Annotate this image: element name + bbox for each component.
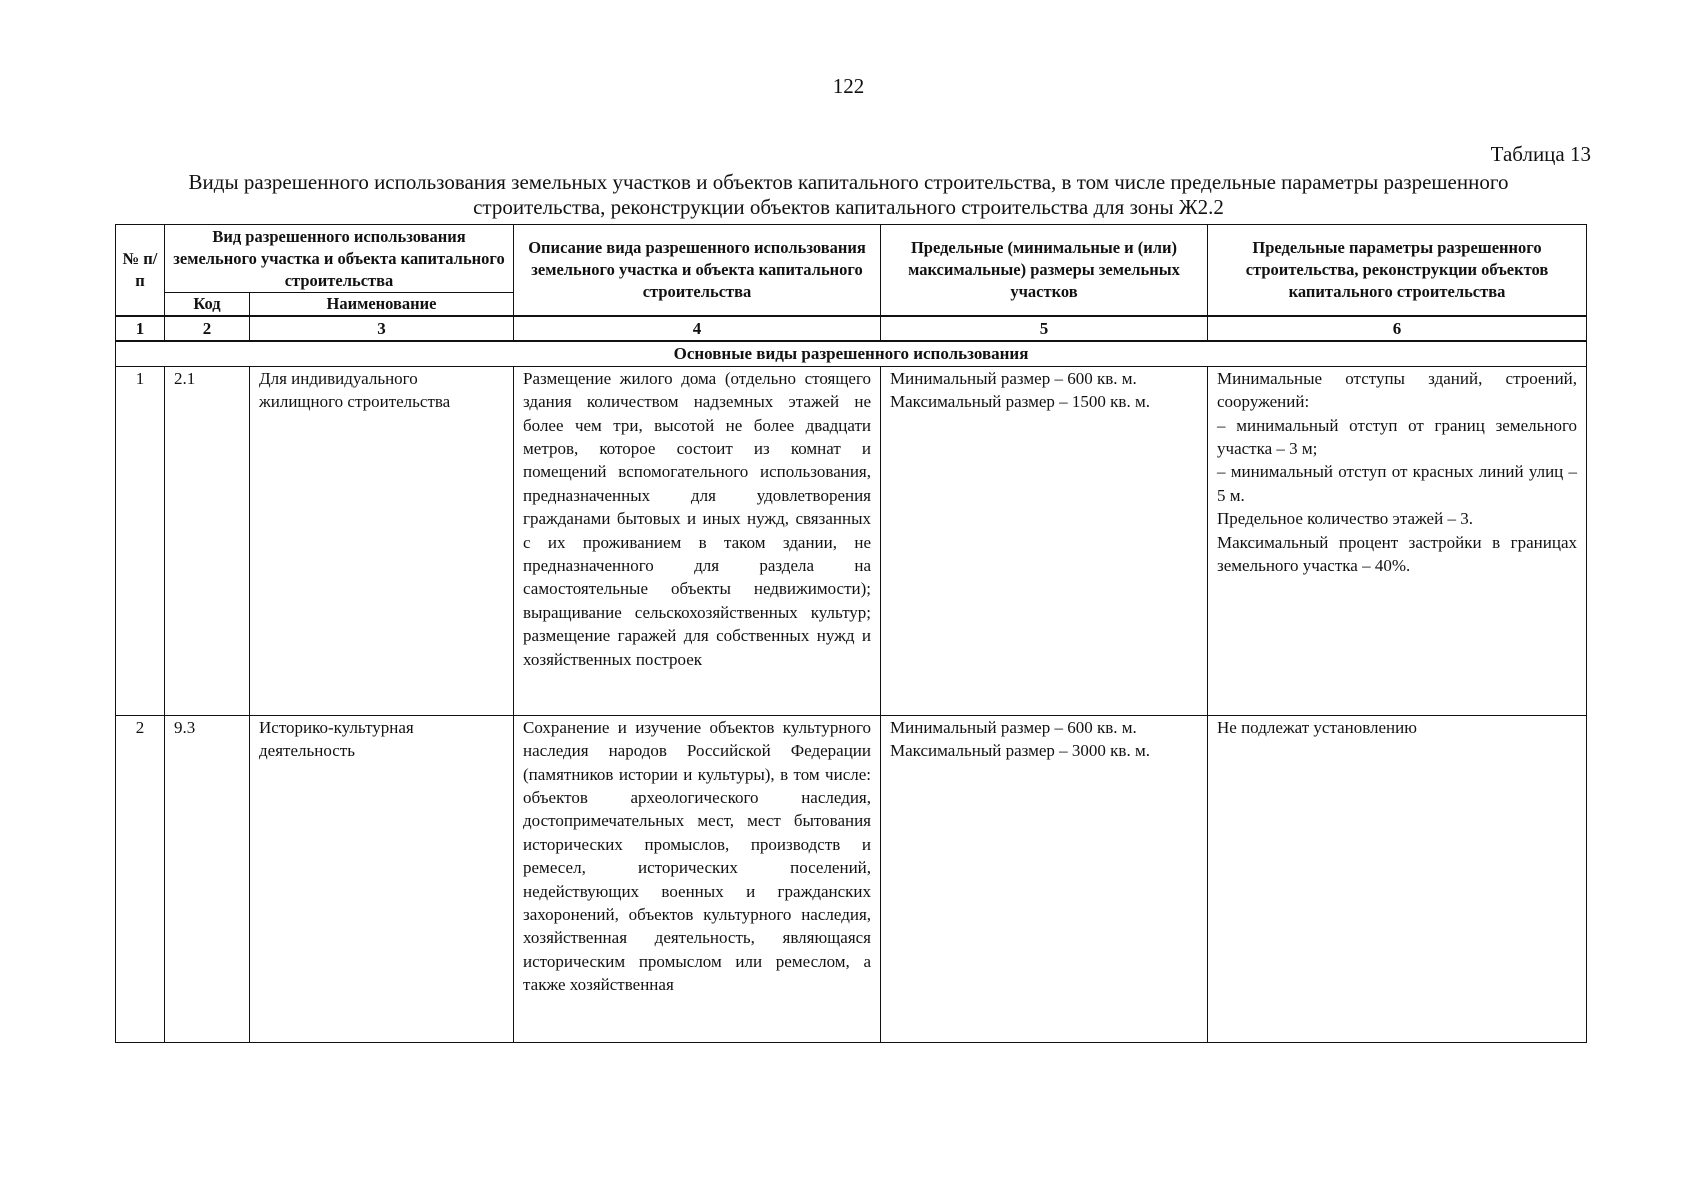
row-sizes (881, 715, 1208, 1042)
header-use-kind: Вид разрешенного использования земельного участка и объекта капитального строительства (165, 225, 514, 293)
row-params (1208, 366, 1587, 715)
header-description: Описание вида разрешенного использования земельного участка и объекта капитального строительства (514, 225, 881, 317)
table-row (116, 366, 1587, 715)
row-code: 2.1 (165, 366, 250, 715)
table-row (116, 715, 1587, 1042)
header-num: № п/п (116, 225, 165, 317)
size-line: Максимальный размер – 3000 кв. м. (890, 741, 1150, 761)
row-description: Размещение жилого дома (отдельно стоящего здания количеством надземных этажей не более чем три, высотой не более двадцати метров, которое состоит из комнат и помещений вспомогательного использования, предназначенных для удовлетворения гражданами бытовых и иных нужд, связанных с их проживанием в таком здании, не предназначенного для раздела на самостоятельные объекты недвижимости); выращивание сельскохозяйственных культур; размещение гаражей для собственных нужд и хозяйственных построек (514, 366, 881, 715)
row-params (1208, 715, 1587, 1042)
row-number: 1 (116, 366, 165, 715)
column-number: 5 (881, 316, 1208, 341)
table-header (116, 225, 1587, 317)
page-number: 122 (832, 74, 865, 98)
column-number: 4 (514, 316, 881, 341)
header-params: Предельные параметры разрешенного строительства, реконструкции объектов капитального строительства (1208, 225, 1587, 317)
row-number: 2 (116, 715, 165, 1042)
column-number: 6 (1208, 316, 1587, 341)
row-description-cell (514, 715, 881, 1042)
section-row (116, 341, 1587, 366)
header-name: Наименование (250, 293, 514, 317)
row-name: Для индивидуального жилищного строительства (250, 366, 514, 715)
param-line: Минимальные отступы зданий, строений, сооружений: (1217, 368, 1578, 412)
column-numbering-row (116, 316, 1587, 341)
param-line: Максимальный процент застройки в границах земельного участка – 40%. (1217, 532, 1578, 576)
column-number: 3 (250, 316, 514, 341)
table-label: Таблица 13 (1490, 142, 1591, 166)
row-code: 9.3 (165, 715, 250, 1042)
header-code: Код (165, 293, 250, 317)
param-line: – минимальный отступ от красных линий улиц – 5 м. (1217, 462, 1578, 505)
param-line: Предельное количество этажей – 3. (1217, 509, 1473, 529)
table-caption: Виды разрешенного использования земельных участков и объектов капитального строительства, в том числе предельные параметры разрешенного строительства, реконструкции объектов капитального строительства для зоны Ж2.2 (188, 170, 1509, 219)
column-number: 1 (116, 316, 165, 341)
column-number: 2 (165, 316, 250, 341)
row-description: Сохранение и изучение объектов культурного наследия народов Российской Федерации (памятников истории и культуры), в том числе: объектов археологического наследия, достопримечательных мест, мест бытования исторических промыслов, производств и ремесел, исторических поселений, недействующих военных и гражданских захоронений, объектов культурного наследия, хозяйственная деятельность, являющаяся историческим промыслом или ремеслом, а также хозяйственная (523, 717, 872, 995)
param-line: Не подлежат установлению (1217, 717, 1417, 737)
section-title: Основные виды разрешенного использования (116, 341, 1587, 366)
size-line: Минимальный размер – 600 кв. м. (890, 368, 1137, 388)
size-line: Максимальный размер – 1500 кв. м. (890, 392, 1150, 412)
param-line: – минимальный отступ от границ земельного участка – 3 м; (1217, 415, 1578, 459)
zoning-table (115, 224, 1587, 1043)
row-sizes (881, 366, 1208, 715)
header-sizes: Предельные (минимальные и (или) максимальные) размеры земельных участков (881, 225, 1208, 317)
row-name: Историко-культурная деятельность (250, 715, 514, 1042)
size-line: Минимальный размер – 600 кв. м. (890, 717, 1137, 737)
